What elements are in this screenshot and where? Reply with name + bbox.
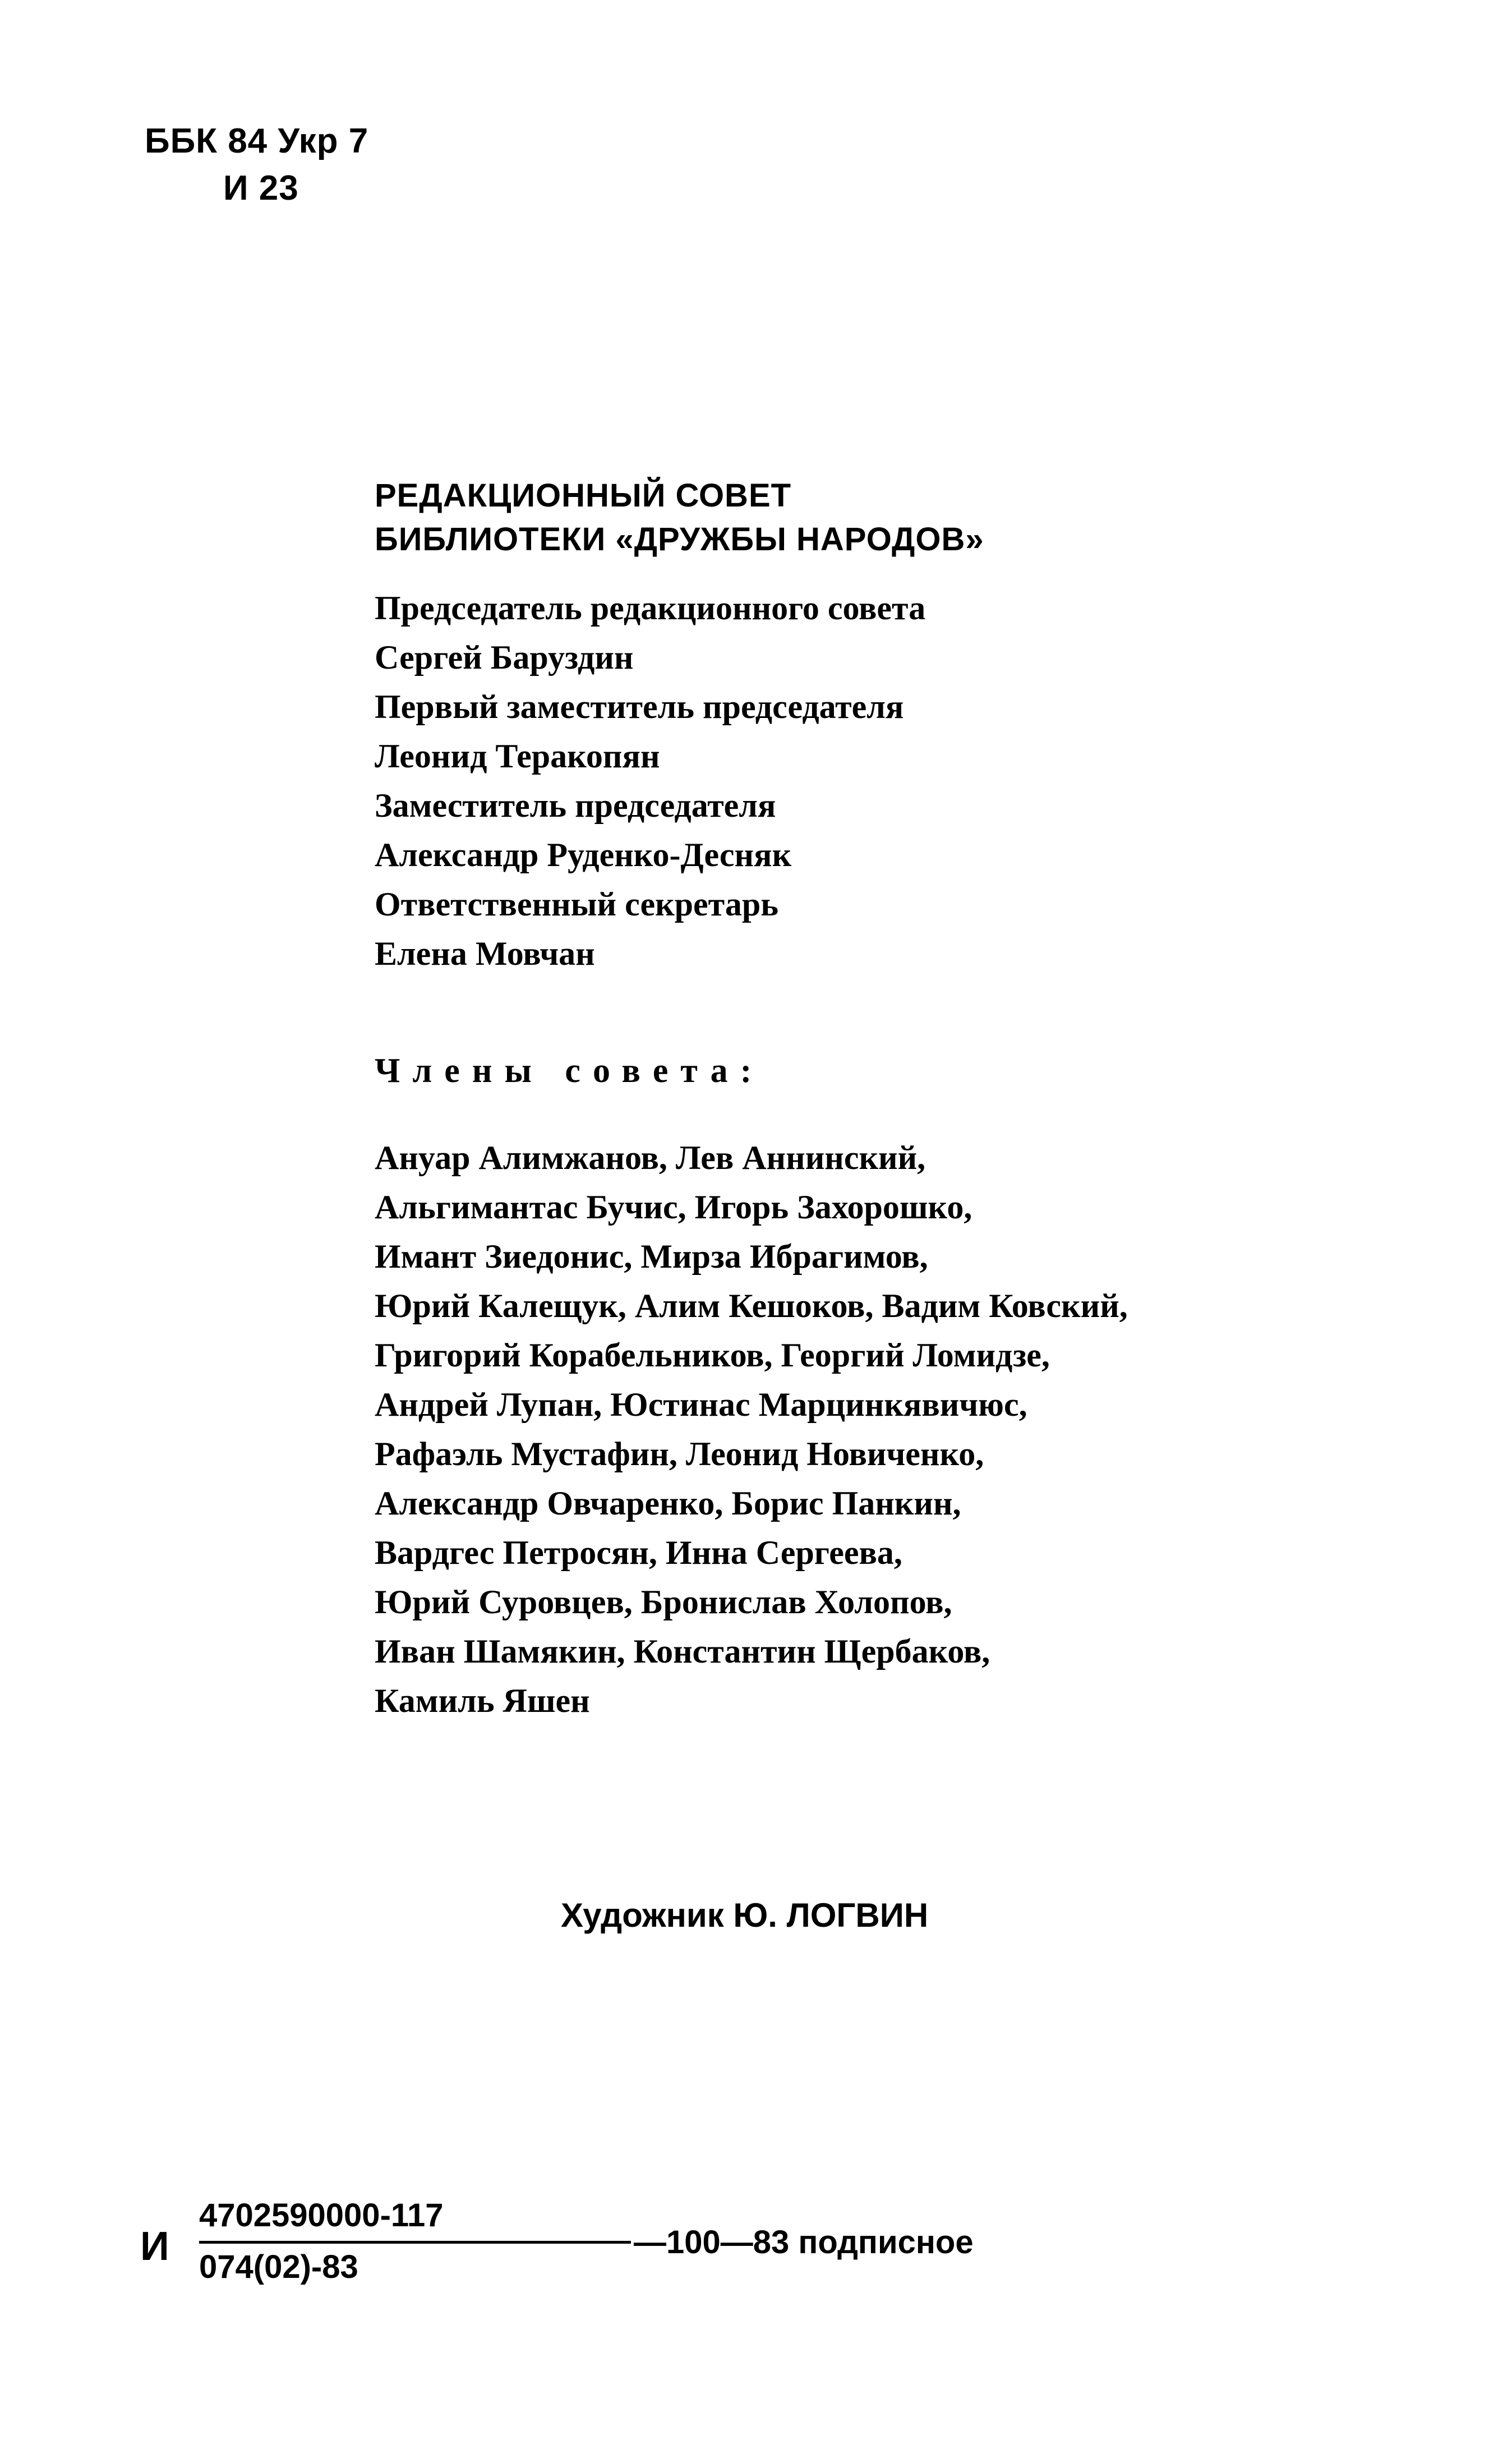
imprint-denominator: 074(02)-83	[199, 2249, 358, 2285]
heading-line-1: РЕДАКЦИОННЫЙ СОВЕТ	[375, 477, 792, 514]
member-line: Вардгес Петросян, Инна Сергеева,	[375, 1534, 902, 1571]
imprint-tail: —100—83 подписное	[634, 2224, 974, 2260]
bbk-classification	[145, 118, 368, 212]
officer-line: Елена Мовчан	[375, 935, 595, 972]
officer-line: Ответственный секретарь	[375, 886, 778, 923]
member-line: Иван Шамякин, Константин Щербаков,	[375, 1633, 990, 1670]
member-line: Юрий Суровцев, Бронислав Холопов,	[375, 1583, 952, 1620]
editorial-council-heading	[375, 474, 984, 561]
imprint-numerator: 4702590000-117	[199, 2197, 444, 2234]
member-line: Рафаэль Мустафин, Леонид Новиченко,	[375, 1435, 984, 1472]
bbk-code: ББК 84 Укр 7	[145, 122, 369, 160]
member-line: Альгимантас Бучис, Игорь Захорошко,	[375, 1189, 972, 1226]
fraction-rule	[199, 2241, 631, 2244]
heading-line-2: БИБЛИОТЕКИ «ДРУЖБЫ НАРОДОВ»	[375, 521, 984, 558]
member-line: Юрий Калещук, Алим Кешоков, Вадим Ковский,	[375, 1287, 1128, 1324]
imprint-letter: И	[140, 2224, 169, 2269]
author-mark: И 23	[223, 169, 299, 208]
officer-line: Александр Руденко-Десняк	[375, 836, 792, 873]
members-heading: Члены совета:	[375, 1052, 764, 1090]
member-line: Григорий Корабельников, Георгий Ломидзе,	[375, 1337, 1050, 1374]
member-line: Камиль Яшен	[375, 1682, 590, 1719]
officer-line: Председатель редакционного совета	[375, 590, 926, 627]
officer-line: Леонид Теракопян	[375, 738, 660, 775]
council-officers	[375, 583, 925, 978]
member-line: Имант Зиедонис, Мирза Ибрагимов,	[375, 1238, 928, 1275]
publication-imprint	[140, 2196, 974, 2308]
member-line: Александр Овчаренко, Борис Панкин,	[375, 1485, 961, 1522]
officer-line: Первый заместитель председателя	[375, 688, 904, 725]
officer-line: Заместитель председателя	[375, 787, 776, 824]
member-line: Андрей Лупан, Юстинас Марцинкявичюс,	[375, 1386, 1027, 1423]
member-line: Ануар Алимжанов, Лев Аннинский,	[375, 1139, 926, 1176]
council-members	[375, 1133, 1128, 1725]
artist-credit: Художник Ю. ЛОГВИН	[561, 1896, 929, 1934]
officer-line: Сергей Баруздин	[375, 639, 634, 676]
